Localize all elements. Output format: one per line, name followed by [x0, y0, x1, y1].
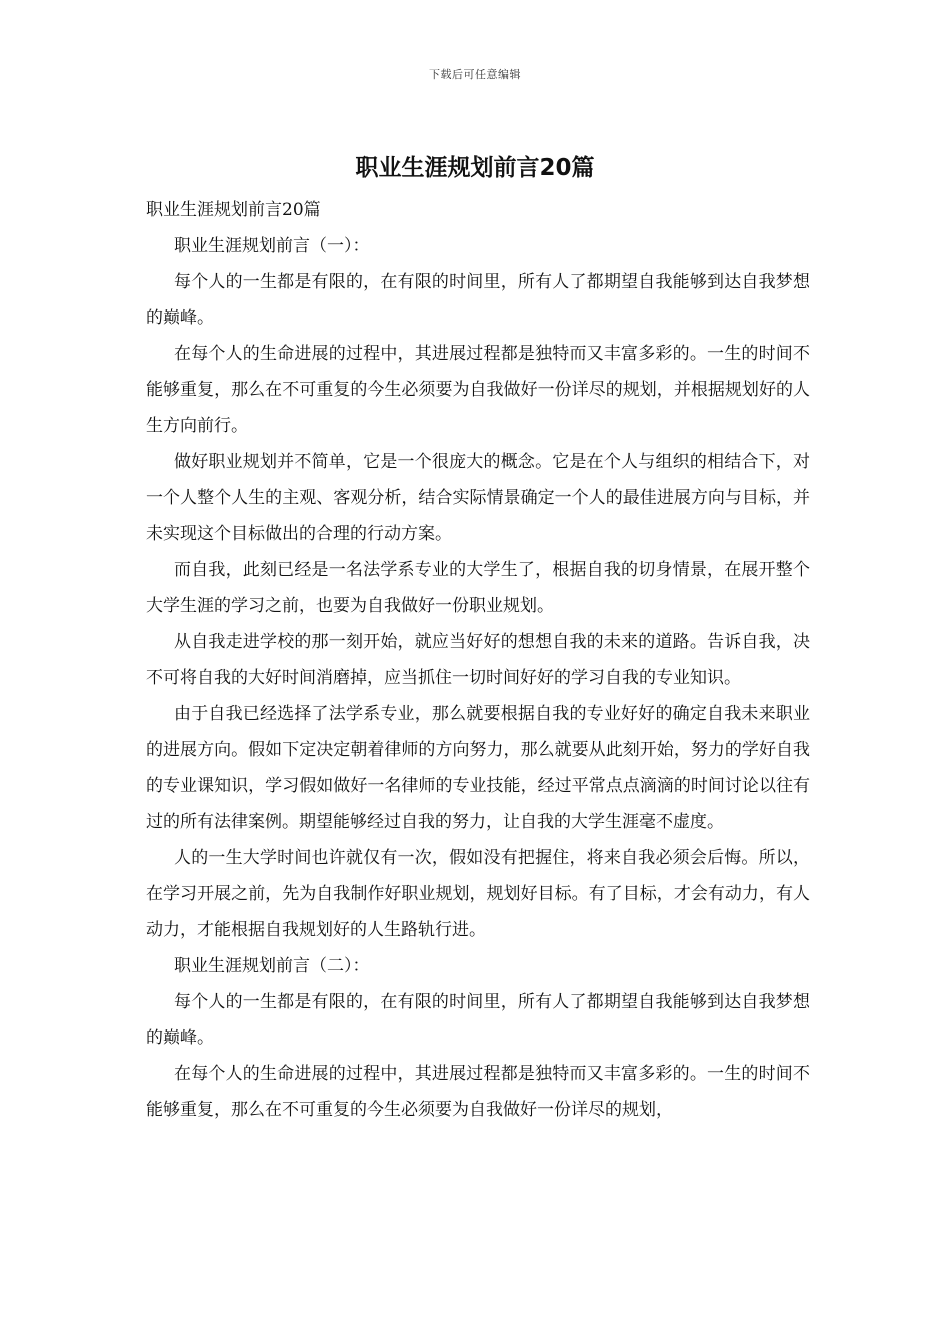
body-paragraph: 在每个人的生命进展的过程中，其进展过程都是独特而又丰富多彩的。一生的时间不能够重复，那么在不可重复的今生必须要为自我做好一份详尽的规划， [146, 1064, 810, 1120]
body-paragraph: 由于自我已经选择了法学系专业，那么就要根据自我的专业好好的确定自我未来职业的进展方向。假如下定决定朝着律师的方向努力，那么就要从此刻开始，努力的学好自我的专业课知识，学习假如做好一名律师的专业技能，经过平常点点滴滴的时间讨论以往有过的所有法律案例。期望能够经过自我的努力，让自我的大学生涯毫不虚度。 [146, 704, 810, 832]
body-paragraph: 职业生涯规划前言（二）： [174, 956, 370, 976]
body-paragraph: 每个人的一生都是有限的，在有限的时间里，所有人了都期望自我能够到达自我梦想的巅峰。 [146, 272, 810, 328]
page-header-note: 下载后可任意编辑 [429, 68, 521, 81]
document-title: 职业生涯规划前言20篇 [355, 155, 595, 181]
document-body [146, 192, 810, 1128]
body-paragraph: 而自我，此刻已经是一名法学系专业的大学生了，根据自我的切身情景，在展开整个大学生涯的学习之前，也要为自我做好一份职业规划。 [146, 560, 810, 616]
body-paragraph: 做好职业规划并不简单，它是一个很庞大的概念。它是在个人与组织的相结合下，对一个人整个人生的主观、客观分析，结合实际情景确定一个人的最佳进展方向与目标，并未实现这个目标做出的合理的行动方案。 [146, 452, 810, 544]
body-paragraph: 在每个人的生命进展的过程中，其进展过程都是独特而又丰富多彩的。一生的时间不能够重复，那么在不可重复的今生必须要为自我做好一份详尽的规划，并根据规划好的人生方向前行。 [146, 344, 810, 436]
body-paragraph: 人的一生大学时间也许就仅有一次，假如没有把握住，将来自我必须会后悔。所以，在学习开展之前，先为自我制作好职业规划，规划好目标。有了目标，才会有动力，有人动力，才能根据自我规划好的人生路轨行进。 [146, 848, 810, 940]
body-paragraph: 职业生涯规划前言20篇 [146, 200, 321, 220]
body-paragraph: 每个人的一生都是有限的，在有限的时间里，所有人了都期望自我能够到达自我梦想的巅峰。 [146, 992, 810, 1048]
body-paragraph: 职业生涯规划前言（一）： [174, 236, 370, 256]
body-paragraph: 从自我走进学校的那一刻开始，就应当好好的想想自我的未来的道路。告诉自我，决不可将自我的大好时间消磨掉，应当抓住一切时间好好的学习自我的专业知识。 [146, 632, 810, 688]
